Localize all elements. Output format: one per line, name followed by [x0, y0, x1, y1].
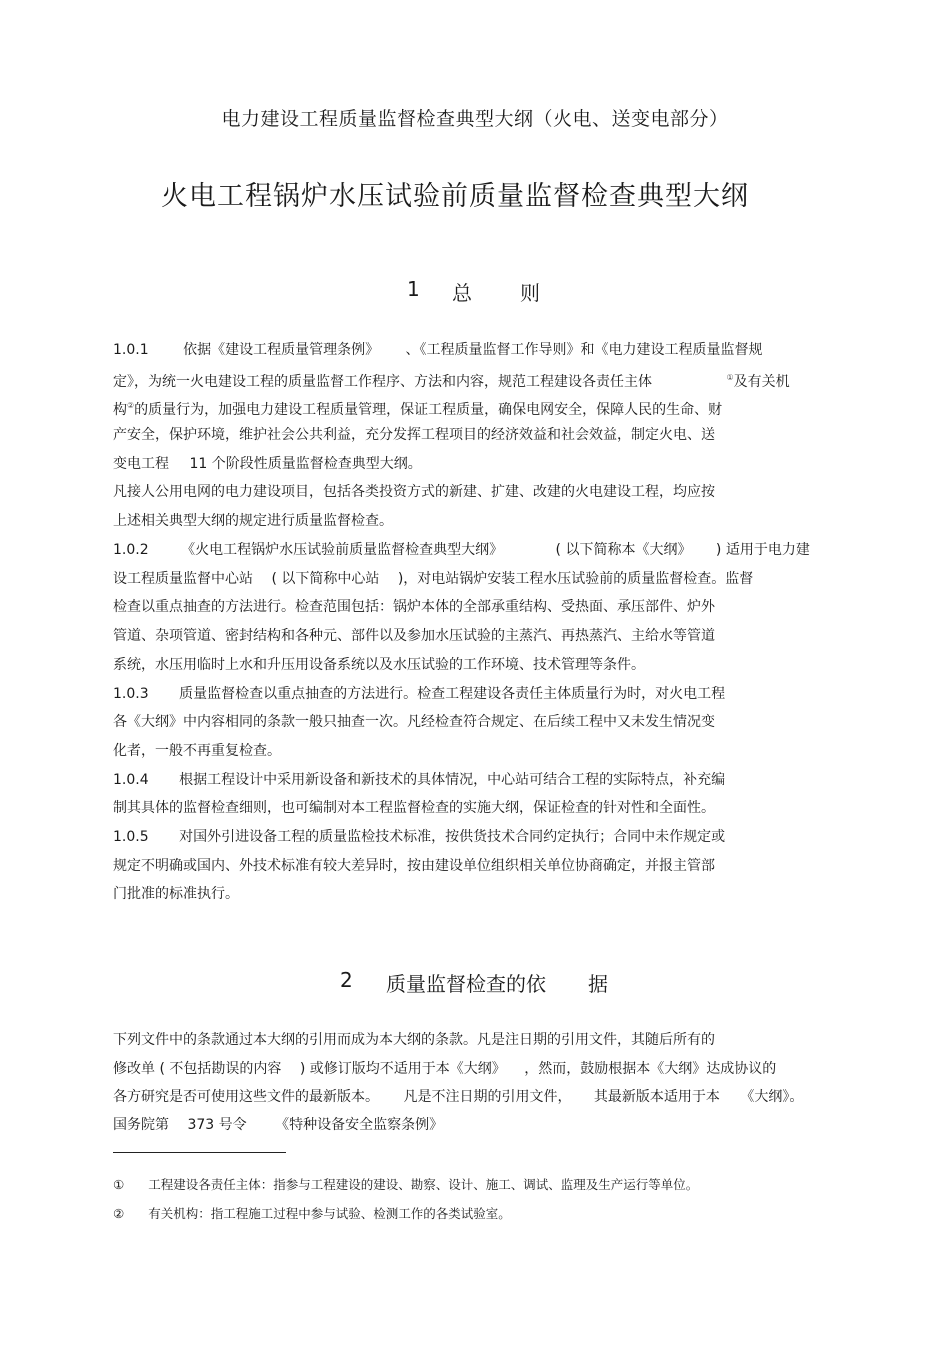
clause-number: 1.0.5 — [113, 829, 149, 845]
paragraph-line: 1.0.2 《火电工程锅炉水压试验前质量监督检查典型大纲》 ( 以下简称本《大纲》 ) 适用于电力建 — [113, 542, 810, 558]
section-heading-text: 则 — [520, 281, 540, 305]
paragraph-line: 制其具体的监督检查细则，也可编制对本工程监督检查的实施大纲，保证检查的针对性和全面性。 — [113, 800, 715, 816]
paragraph-line: 设工程质量监督中心站 ( 以下简称中心站 )，对电站锅炉安装工程水压试验前的质量监督检查。监督 — [113, 571, 754, 587]
paragraph-line: 定》，为统一火电建设工程的质量监督工作程序、方法和内容，规范工程建设各责任主体 ①及有关机 — [113, 373, 790, 390]
paragraph-line: 系统，水压用临时上水和升压用设备系统以及水压试验的工作环境、技术管理等条件。 — [113, 657, 645, 673]
section-heading-text: 质量监督检查的依 — [386, 972, 546, 996]
paragraph-line: 各《大纲》中内容相同的条款一般只抽查一次。凡经检查符合规定、在后续工程中又未发生情况变 — [113, 714, 715, 730]
footnote-mark: ① — [113, 1177, 125, 1192]
paragraph-line: 检查以重点抽查的方法进行。检查范围包括：锅炉本体的全部承重结构、受热面、承压部件、炉外 — [113, 599, 715, 615]
section-heading-text: 总 — [452, 281, 472, 305]
paragraph-line: 化者，一般不再重复检查。 — [113, 743, 281, 759]
paragraph-line: 1.0.5 对国外引进设备工程的质量监检技术标准，按供货技术合同约定执行；合同中未作规定或 — [113, 829, 726, 845]
footnote-divider — [113, 1152, 286, 1153]
paragraph-line: 管道、杂项管道、密封结构和各种元、部件以及参加水压试验的主蒸汽、再热蒸汽、主给水等管道 — [113, 628, 715, 644]
paragraph-line: 国务院第 373 号令 《特种设备安全监察条例》 — [113, 1117, 444, 1133]
clause-number: 1.0.3 — [113, 686, 149, 702]
paragraph-line: 上述相关典型大纲的规定进行质量监督检查。 — [113, 513, 393, 529]
section-number: 2 — [340, 968, 353, 992]
clause-number: 1.0.1 — [113, 342, 149, 358]
document-subtitle: 电力建设工程质量监督检查典型大纲（火电、送变电部分） — [221, 108, 729, 130]
paragraph-line: 1.0.4 根据工程设计中采用新设备和新技术的具体情况，中心站可结合工程的实际特点，补充编 — [113, 772, 726, 788]
clause-number: 1.0.4 — [113, 772, 149, 788]
paragraph-line: 变电工程 11 个阶段性质量监督检查典型大纲。 — [113, 456, 422, 472]
paragraph-line: 修改单 ( 不包括勘误的内容 ) 或修订版均不适用于本《大纲》 ，然而，鼓励根据本《大纲》达成协议的 — [113, 1061, 777, 1077]
paragraph-line: 门批准的标准执行。 — [113, 886, 239, 902]
footnote-ref: ② — [127, 401, 135, 410]
footnote — [113, 1204, 511, 1222]
footnote-ref: ① — [726, 373, 734, 382]
footnote-text: 有关机构：指工程施工过程中参与试验、检测工作的各类试验室。 — [148, 1206, 511, 1221]
paragraph-line: 产安全，保护环境，维护社会公共利益，充分发挥工程项目的经济效益和社会效益，制定火电、送 — [113, 427, 715, 443]
clause-number: 1.0.2 — [113, 542, 149, 558]
paragraph-line: 规定不明确或国内、外技术标准有较大差异时，按由建设单位组织相关单位协商确定，并报主管部 — [113, 858, 715, 874]
paragraph-line: 下列文件中的条款通过本大纲的引用而成为本大纲的条款。凡是注日期的引用文件，其随后所有的 — [113, 1032, 715, 1048]
section-heading-text: 据 — [588, 972, 608, 996]
paragraph-line: 构②的质量行为，加强电力建设工程质量管理，保证工程质量，确保电网安全，保障人民的生命、财 — [113, 401, 723, 418]
footnote-text: 工程建设各责任主体：指参与工程建设的建设、勘察、设计、施工、调试、监理及生产运行等单位。 — [148, 1177, 699, 1192]
paragraph-line: 各方研究是否可使用这些文件的最新版本。 凡是不注日期的引用文件， 其最新版本适用于本 《大纲》。 — [113, 1089, 804, 1105]
paragraph-line: 1.0.3 质量监督检查以重点抽查的方法进行。检查工程建设各责任主体质量行为时，对火电工程 — [113, 686, 726, 702]
section-number: 1 — [407, 277, 420, 301]
paragraph-line: 1.0.1 依据《建设工程质量管理条例》 、《工程质量监督工作导则》和《电力建设工程质量监督规 — [113, 342, 763, 358]
footnote-mark: ② — [113, 1206, 125, 1221]
footnote — [113, 1175, 698, 1193]
paragraph-line: 凡接人公用电网的电力建设项目，包括各类投资方式的新建、扩建、改建的火电建设工程，均应按 — [113, 484, 715, 500]
document-title: 火电工程锅炉水压试验前质量监督检查典型大纲 — [161, 181, 749, 212]
